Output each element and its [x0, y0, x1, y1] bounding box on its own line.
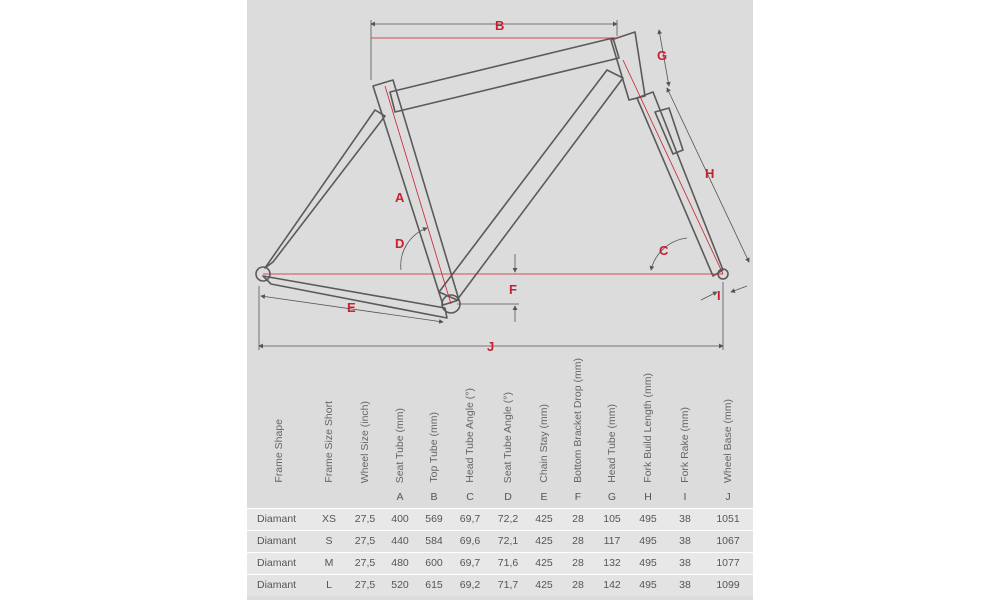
header-cell: Frame Shape [273, 419, 285, 483]
bike-frame [256, 32, 728, 318]
dim-label-e: E [347, 300, 356, 315]
frame-geometry-diagram [247, 0, 753, 352]
header-cell: Bottom Bracket Drop (mm) [572, 358, 584, 483]
dim-label-g: G [657, 48, 668, 63]
top-tube [390, 38, 619, 112]
header-cell: Head Tube (mm) [606, 404, 618, 483]
dim-label-f: F [509, 282, 517, 297]
header-cell: Top Tube (mm) [428, 412, 440, 483]
table-row: Diamant M 27,5 480 600 69,7 71,6 425 28 132 495 38 1077 [247, 552, 753, 574]
geometry-table [247, 352, 753, 596]
header-cell: Chain Stay (mm) [538, 404, 550, 483]
table-row: Diamant S 27,5 440 584 69,6 72,1 425 28 117 495 38 1067 [247, 530, 753, 552]
dim-label-h: H [705, 166, 715, 181]
dimension-letter-row: A B C D E F G H I J [396, 490, 731, 503]
seat-stay [265, 110, 385, 268]
dim-label-i: I [717, 288, 721, 303]
dim-label-a: A [395, 190, 405, 205]
dim-label-b: B [495, 18, 505, 33]
dim-label-c: C [659, 243, 669, 258]
table-row: Diamant L 27,5 520 615 69,2 71,7 425 28 142 495 38 1099 [247, 574, 753, 596]
header-cell: Wheel Size (inch) [359, 400, 371, 483]
dim-label-d: D [395, 236, 405, 251]
dim-label-j: J [487, 339, 495, 352]
seat-tube [373, 80, 459, 305]
header-cell: Frame Size Short [323, 401, 335, 483]
header-cell: Fork Rake (mm) [679, 407, 691, 483]
head-tube [611, 32, 645, 100]
header-cell: Head Tube Angle (°) [464, 388, 476, 483]
header-cell: Seat Tube (mm) [394, 407, 406, 483]
down-tube [439, 70, 623, 300]
table-row: Diamant XS 27,5 400 569 69,7 72,2 425 28 105 495 38 1051 [247, 508, 753, 530]
header-row [247, 352, 753, 486]
header-cell: Fork Build Length (mm) [642, 373, 654, 483]
fork [637, 92, 723, 276]
header-cell: Wheel Base (mm) [722, 398, 734, 483]
header-cell: Seat Tube Angle (°) [502, 391, 514, 483]
